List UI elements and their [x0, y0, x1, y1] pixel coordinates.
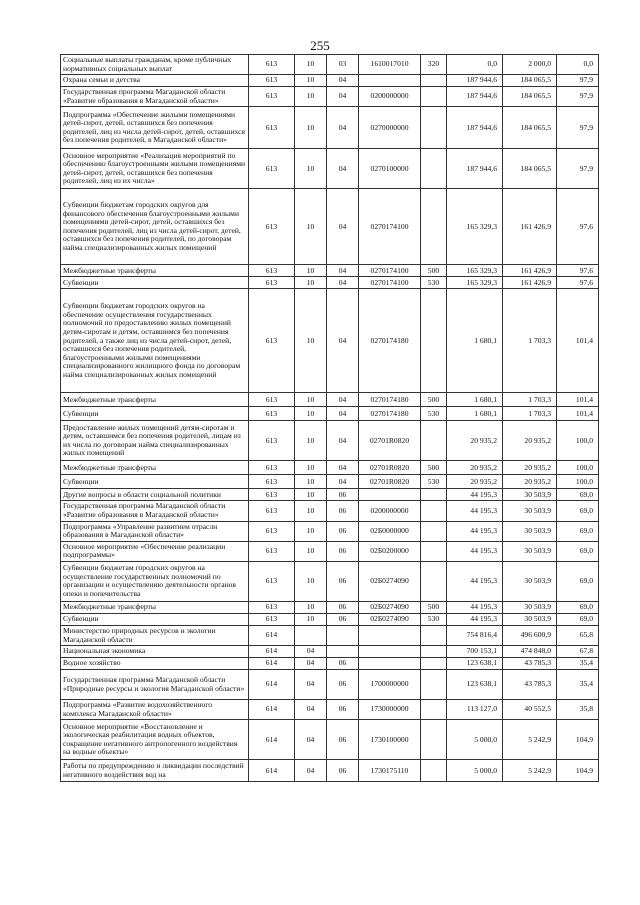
cell-csr: 02701R0820 — [359, 475, 421, 489]
cell-ved: 613 — [249, 107, 295, 149]
cell-rz: 04 — [295, 700, 327, 720]
cell-ved: 613 — [249, 489, 295, 501]
cell-pr: 04 — [327, 189, 359, 265]
cell-fact: 30 503,9 — [503, 601, 557, 613]
cell-csr: 02701R0820 — [359, 461, 421, 475]
table-row — [61, 760, 599, 782]
cell-pct: 100,0 — [557, 461, 599, 475]
cell-ved: 613 — [249, 289, 295, 393]
cell-csr: 0200000000 — [359, 501, 421, 521]
cell-vr — [421, 646, 447, 658]
cell-csr: 0270174180 — [359, 393, 421, 407]
cell-plan: 700 153,1 — [447, 646, 503, 658]
cell-plan: 5 000,0 — [447, 760, 503, 782]
cell-pct: 67,8 — [557, 646, 599, 658]
cell-plan: 20 935,2 — [447, 475, 503, 489]
cell-rz — [295, 625, 327, 645]
cell-fact: 20 935,2 — [503, 421, 557, 461]
cell-plan: 165 329,3 — [447, 265, 503, 277]
table-row — [61, 613, 599, 625]
cell-plan: 123 638,1 — [447, 658, 503, 670]
cell-ved: 613 — [249, 461, 295, 475]
cell-vr: 530 — [421, 613, 447, 625]
cell-pct: 104,9 — [557, 760, 599, 782]
cell-name: Субвенции бюджетам городских округов для финансового обеспечения благоустроенными жилыми помещениями детей-сирот, детей, оставшихся без попечения родителей, лиц из числа детей-сирот, детей, оставшихся без попечения родителей, по договорам найма специализированных жилых помещений — [61, 189, 249, 265]
cell-rz: 10 — [295, 489, 327, 501]
cell-ved: 613 — [249, 75, 295, 87]
cell-pr: 06 — [327, 720, 359, 760]
cell-vr — [421, 541, 447, 561]
cell-pct: 101,4 — [557, 393, 599, 407]
table-row — [61, 700, 599, 720]
table-body — [61, 55, 599, 782]
table-row — [61, 407, 599, 421]
cell-rz: 10 — [295, 55, 327, 75]
cell-ved: 614 — [249, 625, 295, 645]
cell-plan: 20 935,2 — [447, 421, 503, 461]
cell-rz: 10 — [295, 393, 327, 407]
cell-csr: 0270174180 — [359, 407, 421, 421]
cell-fact: 30 503,9 — [503, 561, 557, 601]
cell-ved: 613 — [249, 475, 295, 489]
cell-csr: 1730000000 — [359, 700, 421, 720]
cell-pct: 100,0 — [557, 475, 599, 489]
cell-plan: 1 680,1 — [447, 393, 503, 407]
cell-plan: 165 329,3 — [447, 189, 503, 265]
cell-fact: 30 503,9 — [503, 613, 557, 625]
cell-fact: 161 426,9 — [503, 189, 557, 265]
cell-rz: 10 — [295, 407, 327, 421]
cell-name: Социальные выплаты гражданам, кроме публичных нормативных социальных выплат — [61, 55, 249, 75]
cell-vr — [421, 149, 447, 189]
cell-pr: 04 — [327, 421, 359, 461]
cell-ved: 613 — [249, 55, 295, 75]
cell-pct: 65,8 — [557, 625, 599, 645]
cell-fact: 5 242,9 — [503, 720, 557, 760]
cell-ved: 613 — [249, 521, 295, 541]
cell-name: Субвенции — [61, 277, 249, 289]
cell-fact: 161 426,9 — [503, 265, 557, 277]
cell-csr: 02Б0000000 — [359, 521, 421, 541]
cell-vr — [421, 75, 447, 87]
cell-csr — [359, 658, 421, 670]
cell-rz: 10 — [295, 189, 327, 265]
cell-plan: 187 944,6 — [447, 149, 503, 189]
table-row — [61, 601, 599, 613]
cell-plan: 44 195,3 — [447, 541, 503, 561]
cell-vr — [421, 289, 447, 393]
cell-pr: 04 — [327, 75, 359, 87]
cell-name: Основное мероприятие «Обеспечение реализации подпрограммы» — [61, 541, 249, 561]
cell-vr — [421, 489, 447, 501]
cell-pr: 06 — [327, 561, 359, 601]
cell-csr: 0270174180 — [359, 289, 421, 393]
cell-ved: 613 — [249, 393, 295, 407]
cell-pr — [327, 625, 359, 645]
cell-pct: 97,6 — [557, 277, 599, 289]
table-row — [61, 87, 599, 107]
cell-pct: 100,0 — [557, 421, 599, 461]
cell-vr: 500 — [421, 461, 447, 475]
cell-rz: 10 — [295, 421, 327, 461]
cell-csr: 1610017010 — [359, 55, 421, 75]
cell-plan: 1 680,1 — [447, 289, 503, 393]
cell-fact: 30 503,9 — [503, 541, 557, 561]
cell-rz: 04 — [295, 720, 327, 760]
cell-pct: 69,0 — [557, 541, 599, 561]
cell-plan: 5 000,0 — [447, 720, 503, 760]
cell-pct: 69,0 — [557, 489, 599, 501]
cell-pr: 06 — [327, 521, 359, 541]
cell-csr: 1730100000 — [359, 720, 421, 760]
cell-ved: 613 — [249, 87, 295, 107]
cell-pr: 04 — [327, 289, 359, 393]
cell-rz: 04 — [295, 760, 327, 782]
budget-table — [60, 54, 599, 782]
table-row — [61, 646, 599, 658]
cell-name: Государственная программа Магаданской области «Природные ресурсы и экология Магаданской области» — [61, 670, 249, 700]
cell-vr — [421, 670, 447, 700]
cell-pct: 35,8 — [557, 700, 599, 720]
cell-name: Основное мероприятие «Реализация мероприятий по обеспечению благоустроенными жилыми помещениями детей-сирот, детей, оставшихся без попечения родителей, лиц из их числа» — [61, 149, 249, 189]
cell-name: Подпрограмма «Управление развитием отрасли образования в Магаданской области» — [61, 521, 249, 541]
cell-rz: 10 — [295, 75, 327, 87]
cell-fact: 40 552,5 — [503, 700, 557, 720]
cell-ved: 613 — [249, 407, 295, 421]
cell-csr: 02701R0820 — [359, 421, 421, 461]
cell-pr: 04 — [327, 277, 359, 289]
cell-fact: 1 703,3 — [503, 289, 557, 393]
page-number: 255 — [310, 38, 330, 53]
cell-pct: 97,6 — [557, 265, 599, 277]
table-row — [61, 55, 599, 75]
cell-csr: 02Б0274090 — [359, 561, 421, 601]
cell-pct: 69,0 — [557, 601, 599, 613]
cell-plan: 165 329,3 — [447, 277, 503, 289]
table-row — [61, 107, 599, 149]
table-row — [61, 393, 599, 407]
cell-pr: 06 — [327, 760, 359, 782]
cell-plan: 187 944,6 — [447, 107, 503, 149]
table-row — [61, 561, 599, 601]
cell-rz: 10 — [295, 561, 327, 601]
cell-rz: 10 — [295, 475, 327, 489]
cell-plan: 0,0 — [447, 55, 503, 75]
cell-rz: 10 — [295, 501, 327, 521]
cell-ved: 613 — [249, 501, 295, 521]
cell-pr: 04 — [327, 475, 359, 489]
table-row — [61, 149, 599, 189]
cell-ved: 614 — [249, 700, 295, 720]
cell-csr — [359, 489, 421, 501]
cell-rz: 10 — [295, 265, 327, 277]
cell-ved: 613 — [249, 561, 295, 601]
cell-vr: 500 — [421, 601, 447, 613]
cell-pr: 03 — [327, 55, 359, 75]
cell-plan: 123 638,1 — [447, 670, 503, 700]
cell-pr: 04 — [327, 393, 359, 407]
cell-name: Национальная экономика — [61, 646, 249, 658]
cell-plan: 44 195,3 — [447, 561, 503, 601]
cell-vr — [421, 87, 447, 107]
cell-plan: 44 195,3 — [447, 601, 503, 613]
cell-fact: 30 503,9 — [503, 501, 557, 521]
table-row — [61, 521, 599, 541]
cell-vr — [421, 561, 447, 601]
cell-ved: 614 — [249, 760, 295, 782]
cell-name: Субвенции бюджетам городских округов на обеспечение осуществления государственных полномочий по предоставлению жилых помещений детям-сиротам и детям, оставшимся без попечения родителей, а также лиц из числа детей-сирот, детей, оставшихся без попечения родителей, благоустроенными жилыми помещениями специализированного жилищного фонда по договорам найма специализированных жилых помещений — [61, 289, 249, 393]
cell-pr: 06 — [327, 501, 359, 521]
cell-pr: 06 — [327, 658, 359, 670]
cell-plan: 20 935,2 — [447, 461, 503, 475]
cell-rz: 10 — [295, 613, 327, 625]
cell-csr — [359, 75, 421, 87]
cell-vr: 530 — [421, 407, 447, 421]
cell-pct: 69,0 — [557, 501, 599, 521]
cell-ved: 614 — [249, 720, 295, 760]
cell-fact: 30 503,9 — [503, 521, 557, 541]
budget-table-container — [60, 54, 598, 782]
cell-fact: 161 426,9 — [503, 277, 557, 289]
cell-vr — [421, 658, 447, 670]
cell-name: Министерство природных ресурсов и экологии Магаданской области — [61, 625, 249, 645]
cell-pct: 35,4 — [557, 658, 599, 670]
cell-fact: 184 065,5 — [503, 107, 557, 149]
cell-name: Водное хозяйство — [61, 658, 249, 670]
cell-csr: 0270174100 — [359, 277, 421, 289]
table-row — [61, 189, 599, 265]
cell-fact: 1 703,3 — [503, 393, 557, 407]
cell-name: Охрана семьи и детства — [61, 75, 249, 87]
table-row — [61, 501, 599, 521]
cell-csr: 0270174100 — [359, 265, 421, 277]
cell-vr: 500 — [421, 393, 447, 407]
cell-csr: 0270100000 — [359, 149, 421, 189]
cell-name: Государственная программа Магаданской области «Развитие образования в Магаданской области» — [61, 501, 249, 521]
cell-ved: 614 — [249, 658, 295, 670]
cell-csr: 1700000000 — [359, 670, 421, 700]
cell-rz: 10 — [295, 87, 327, 107]
cell-name: Предоставление жилых помещений детям-сиротам и детям, оставшимся без попечения родителей, лицам из их числа по договорам найма специализированных жилых помещений — [61, 421, 249, 461]
cell-vr: 530 — [421, 475, 447, 489]
cell-rz: 10 — [295, 461, 327, 475]
cell-plan: 1 680,1 — [447, 407, 503, 421]
cell-pr: 04 — [327, 407, 359, 421]
cell-ved: 614 — [249, 646, 295, 658]
cell-vr — [421, 421, 447, 461]
cell-plan: 187 944,6 — [447, 87, 503, 107]
cell-pct: 97,9 — [557, 107, 599, 149]
table-row — [61, 625, 599, 645]
cell-name: Работы по предупреждению и ликвидации последствий негативного воздействия вод на — [61, 760, 249, 782]
cell-name: Субвенции — [61, 613, 249, 625]
cell-pct: 101,4 — [557, 407, 599, 421]
cell-plan: 44 195,3 — [447, 613, 503, 625]
table-row — [61, 658, 599, 670]
cell-pr: 04 — [327, 149, 359, 189]
cell-rz: 10 — [295, 289, 327, 393]
cell-name: Государственная программа Магаданской области «Развитие образования в Магаданской области» — [61, 87, 249, 107]
table-row — [61, 720, 599, 760]
cell-csr: 02Б0274090 — [359, 601, 421, 613]
table-row — [61, 75, 599, 87]
cell-vr: 320 — [421, 55, 447, 75]
cell-pr: 06 — [327, 700, 359, 720]
cell-rz: 10 — [295, 277, 327, 289]
cell-pr: 06 — [327, 601, 359, 613]
cell-csr — [359, 625, 421, 645]
cell-pr: 04 — [327, 265, 359, 277]
cell-pr: 04 — [327, 87, 359, 107]
cell-name: Субвенции бюджетам городских округов на осуществление государственных полномочий по организации и осуществлению деятельности органов опеки и попечительства — [61, 561, 249, 601]
cell-fact: 1 703,3 — [503, 407, 557, 421]
table-row — [61, 277, 599, 289]
cell-fact: 43 785,3 — [503, 670, 557, 700]
cell-vr — [421, 521, 447, 541]
cell-name: Подпрограмма «Обеспечение жилыми помещениями детей-сирот, детей, оставшихся без попечения родителей, лиц из числа детей-сирот, детей, оставшихся без попечения родителей, в Магаданской области» — [61, 107, 249, 149]
cell-ved: 613 — [249, 277, 295, 289]
cell-name: Субвенции — [61, 475, 249, 489]
cell-pct: 97,9 — [557, 149, 599, 189]
cell-pct: 97,6 — [557, 189, 599, 265]
table-row — [61, 265, 599, 277]
cell-pct: 104,9 — [557, 720, 599, 760]
cell-name: Другие вопросы в области социальной политики — [61, 489, 249, 501]
cell-vr: 530 — [421, 277, 447, 289]
cell-plan: 44 195,3 — [447, 489, 503, 501]
cell-fact: 2 000,0 — [503, 55, 557, 75]
cell-vr — [421, 107, 447, 149]
cell-fact: 474 848,0 — [503, 646, 557, 658]
cell-pr: 04 — [327, 107, 359, 149]
table-row — [61, 289, 599, 393]
cell-pr: 06 — [327, 489, 359, 501]
table-row — [61, 541, 599, 561]
cell-csr: 0270174100 — [359, 189, 421, 265]
cell-rz: 10 — [295, 541, 327, 561]
cell-vr — [421, 720, 447, 760]
cell-ved: 614 — [249, 670, 295, 700]
cell-name: Субвенции — [61, 407, 249, 421]
cell-fact: 43 785,3 — [503, 658, 557, 670]
cell-rz: 04 — [295, 658, 327, 670]
cell-csr: 02Б0200000 — [359, 541, 421, 561]
cell-vr — [421, 700, 447, 720]
cell-name: Межбюджетные трансферты — [61, 461, 249, 475]
cell-rz: 04 — [295, 646, 327, 658]
cell-ved: 613 — [249, 613, 295, 625]
cell-csr: 02Б0274090 — [359, 613, 421, 625]
cell-rz: 10 — [295, 107, 327, 149]
table-row — [61, 461, 599, 475]
table-row — [61, 475, 599, 489]
cell-plan: 113 127,0 — [447, 700, 503, 720]
cell-fact: 184 065,5 — [503, 149, 557, 189]
cell-pct: 101,4 — [557, 289, 599, 393]
cell-pct: 97,9 — [557, 75, 599, 87]
cell-rz: 10 — [295, 601, 327, 613]
cell-plan: 187 944,6 — [447, 75, 503, 87]
cell-csr — [359, 646, 421, 658]
cell-plan: 754 816,4 — [447, 625, 503, 645]
table-row — [61, 670, 599, 700]
cell-pct: 35,4 — [557, 670, 599, 700]
cell-pr: 06 — [327, 670, 359, 700]
cell-fact: 184 065,5 — [503, 87, 557, 107]
cell-fact: 184 065,5 — [503, 75, 557, 87]
cell-pct: 69,0 — [557, 613, 599, 625]
cell-pr: 06 — [327, 613, 359, 625]
cell-name: Основное мероприятие «Восстановление и экологическая реабилитация водных объектов, сокращение негативного антропогенного воздействия на водные объекты» — [61, 720, 249, 760]
cell-csr: 1730175110 — [359, 760, 421, 782]
cell-plan: 44 195,3 — [447, 501, 503, 521]
cell-plan: 44 195,3 — [447, 521, 503, 541]
cell-csr: 0200000000 — [359, 87, 421, 107]
cell-pct: 97,9 — [557, 87, 599, 107]
cell-ved: 613 — [249, 265, 295, 277]
cell-vr — [421, 501, 447, 521]
cell-name: Межбюджетные трансферты — [61, 393, 249, 407]
table-row — [61, 489, 599, 501]
cell-vr — [421, 760, 447, 782]
cell-ved: 613 — [249, 601, 295, 613]
cell-ved: 613 — [249, 421, 295, 461]
cell-csr: 0270000000 — [359, 107, 421, 149]
table-row — [61, 421, 599, 461]
cell-fact: 20 935,2 — [503, 475, 557, 489]
cell-ved: 613 — [249, 541, 295, 561]
cell-fact: 5 242,9 — [503, 760, 557, 782]
cell-vr — [421, 625, 447, 645]
cell-pr — [327, 646, 359, 658]
cell-fact: 30 503,9 — [503, 489, 557, 501]
cell-fact: 496 600,9 — [503, 625, 557, 645]
cell-rz: 10 — [295, 521, 327, 541]
cell-vr: 500 — [421, 265, 447, 277]
cell-pct: 69,0 — [557, 521, 599, 541]
cell-name: Межбюджетные трансферты — [61, 601, 249, 613]
cell-fact: 20 935,2 — [503, 461, 557, 475]
cell-rz: 10 — [295, 149, 327, 189]
cell-pr: 06 — [327, 541, 359, 561]
cell-name: Подпрограмма «Развитие водохозяйственного комплекса Магаданской области» — [61, 700, 249, 720]
cell-pct: 69,0 — [557, 561, 599, 601]
cell-name: Межбюджетные трансферты — [61, 265, 249, 277]
cell-pr: 04 — [327, 461, 359, 475]
cell-rz: 04 — [295, 670, 327, 700]
cell-ved: 613 — [249, 149, 295, 189]
cell-vr — [421, 189, 447, 265]
cell-ved: 613 — [249, 189, 295, 265]
cell-pct: 0,0 — [557, 55, 599, 75]
